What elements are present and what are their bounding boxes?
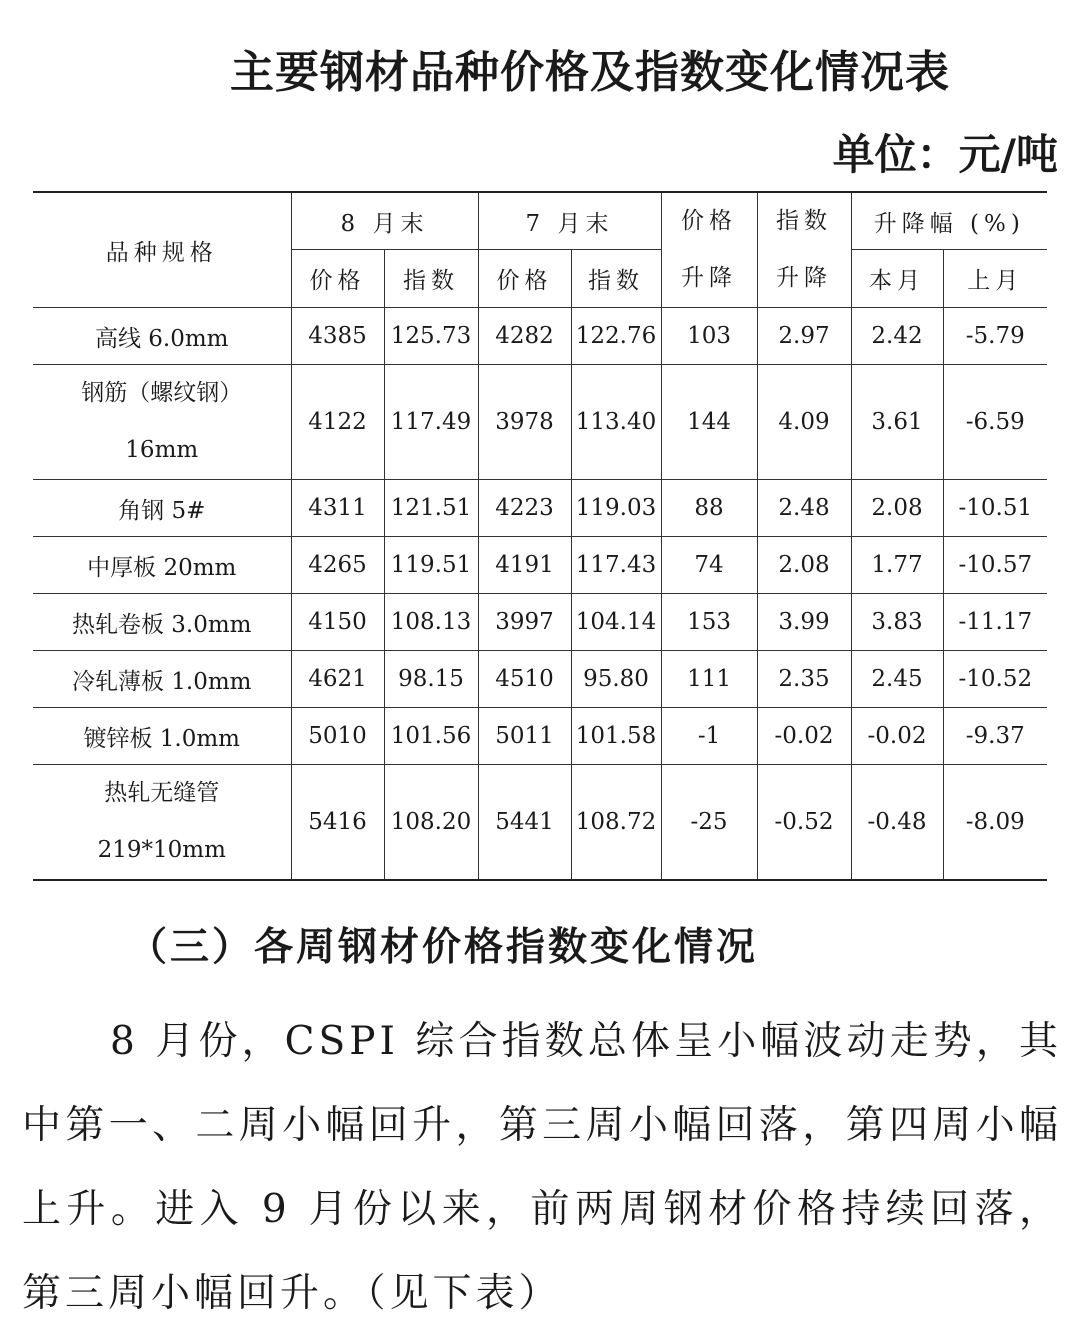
unit-label: 单位：元/吨 (832, 130, 1058, 179)
jul-price-cell: 4223 (478, 480, 571, 537)
aug-price-cell: 5010 (291, 708, 384, 765)
variety-name-line: 高线 6.0mm (94, 325, 229, 352)
price-change-cell: 88 (661, 480, 757, 537)
header-july-end: 7 月末 (478, 192, 661, 250)
variety-cell (33, 708, 291, 765)
subheader-last-month: 上月 (943, 250, 1047, 308)
aug-price-cell: 5416 (291, 765, 384, 881)
last-month-cell: -8.09 (943, 765, 1047, 881)
table-row (33, 651, 1047, 708)
variety-name-line: 219*10mm (97, 837, 226, 863)
price-change-cell: 103 (661, 308, 757, 365)
aug-price-cell: 4122 (291, 365, 384, 480)
variety-name-line: 镀锌板 1.0mm (83, 725, 240, 752)
jul-price-cell: 4191 (478, 537, 571, 594)
header-price-change-line1: 价格 (681, 208, 738, 234)
jul-index-cell: 101.58 (571, 708, 661, 765)
aug-index-cell: 108.20 (384, 765, 478, 881)
header-index-change-line2: 升降 (776, 265, 833, 291)
aug-index-cell: 121.51 (384, 480, 478, 537)
last-month-cell: -5.79 (943, 308, 1047, 365)
jul-price-cell: 4510 (478, 651, 571, 708)
header-index-change-line1: 指数 (776, 208, 833, 234)
variety-cell (33, 765, 291, 881)
variety-cell (33, 537, 291, 594)
subheader-this-month: 本月 (851, 250, 943, 308)
last-month-cell: -10.52 (943, 651, 1047, 708)
table-row (33, 308, 1047, 365)
aug-price-cell: 4385 (291, 308, 384, 365)
price-change-cell: 74 (661, 537, 757, 594)
jul-price-cell: 5441 (478, 765, 571, 881)
price-change-cell: 111 (661, 651, 757, 708)
index-change-cell: 3.99 (757, 594, 851, 651)
variety-cell (33, 308, 291, 365)
aug-price-cell: 4621 (291, 651, 384, 708)
header-variety: 品种规格 (33, 192, 291, 308)
price-change-cell: 153 (661, 594, 757, 651)
last-month-cell: -6.59 (943, 365, 1047, 480)
this-month-cell: 3.83 (851, 594, 943, 651)
index-change-cell: 4.09 (757, 365, 851, 480)
index-change-cell: -0.02 (757, 708, 851, 765)
price-index-table (33, 191, 1047, 881)
variety-cell (33, 651, 291, 708)
table-row (33, 765, 1047, 881)
aug-price-cell: 4265 (291, 537, 384, 594)
table-row (33, 537, 1047, 594)
this-month-cell: 2.42 (851, 308, 943, 365)
aug-price-cell: 4311 (291, 480, 384, 537)
header-price-change (661, 192, 757, 308)
variety-name-line: 热轧无缝管 (104, 780, 220, 806)
subheader-jul-price: 价格 (478, 250, 571, 308)
variety-name-line: 钢筋（螺纹钢） (81, 380, 243, 406)
last-month-cell: -11.17 (943, 594, 1047, 651)
index-change-cell: 2.97 (757, 308, 851, 365)
index-change-cell: -0.52 (757, 765, 851, 881)
aug-index-cell: 125.73 (384, 308, 478, 365)
subheader-aug-price: 价格 (291, 250, 384, 308)
this-month-cell: -0.02 (851, 708, 943, 765)
this-month-cell: 3.61 (851, 365, 943, 480)
variety-name-line: 16mm (125, 437, 199, 463)
page-title: 主要钢材品种价格及指数变化情况表 (230, 47, 950, 98)
index-change-cell: 2.08 (757, 537, 851, 594)
jul-index-cell: 122.76 (571, 308, 661, 365)
paragraph-text: 8 月份，CSPI 综合指数总体呈小幅波动走势，其中第一、二周小幅回升，第三周小幅回落，第四周小幅上升。进入 9 月份以来，前两周钢材价格持续回落，第三周小幅回升。（见下表） (22, 1019, 1062, 1316)
price-change-cell: -1 (661, 708, 757, 765)
subheader-aug-index: 指数 (384, 250, 478, 308)
index-change-cell: 2.35 (757, 651, 851, 708)
jul-index-cell: 104.14 (571, 594, 661, 651)
aug-index-cell: 108.13 (384, 594, 478, 651)
table-row (33, 708, 1047, 765)
jul-price-cell: 5011 (478, 708, 571, 765)
jul-index-cell: 117.43 (571, 537, 661, 594)
this-month-cell: 2.08 (851, 480, 943, 537)
jul-index-cell: 119.03 (571, 480, 661, 537)
section-heading: （三）各周钢材价格指数变化情况 (128, 924, 759, 970)
aug-index-cell: 98.15 (384, 651, 478, 708)
jul-index-cell: 95.80 (571, 651, 661, 708)
header-price-change-line2: 升降 (681, 265, 738, 291)
this-month-cell: 2.45 (851, 651, 943, 708)
aug-index-cell: 119.51 (384, 537, 478, 594)
header-august-end: 8 月末 (291, 192, 478, 250)
aug-index-cell: 117.49 (384, 365, 478, 480)
variety-name-line: 冷轧薄板 1.0mm (71, 668, 252, 695)
table-row (33, 594, 1047, 651)
jul-price-cell: 4282 (478, 308, 571, 365)
price-change-cell: -25 (661, 765, 757, 881)
subheader-jul-index: 指数 (571, 250, 661, 308)
variety-cell (33, 594, 291, 651)
table-row (33, 480, 1047, 537)
variety-name-line: 热轧卷板 3.0mm (71, 611, 252, 638)
index-change-cell: 2.48 (757, 480, 851, 537)
aug-price-cell: 4150 (291, 594, 384, 651)
price-change-cell: 144 (661, 365, 757, 480)
last-month-cell: -10.51 (943, 480, 1047, 537)
jul-index-cell: 113.40 (571, 365, 661, 480)
jul-price-cell: 3978 (478, 365, 571, 480)
last-month-cell: -9.37 (943, 708, 1047, 765)
last-month-cell: -10.57 (943, 537, 1047, 594)
this-month-cell: -0.48 (851, 765, 943, 881)
jul-index-cell: 108.72 (571, 765, 661, 881)
body-paragraph (22, 1000, 1062, 1336)
header-change-pct: 升降幅 (%) (851, 192, 1047, 250)
variety-name-line: 角钢 5# (118, 497, 206, 524)
table-row (33, 365, 1047, 480)
variety-cell (33, 480, 291, 537)
this-month-cell: 1.77 (851, 537, 943, 594)
jul-price-cell: 3997 (478, 594, 571, 651)
aug-index-cell: 101.56 (384, 708, 478, 765)
variety-cell (33, 365, 291, 480)
header-index-change (757, 192, 851, 308)
variety-name-line: 中厚板 20mm (87, 554, 237, 581)
